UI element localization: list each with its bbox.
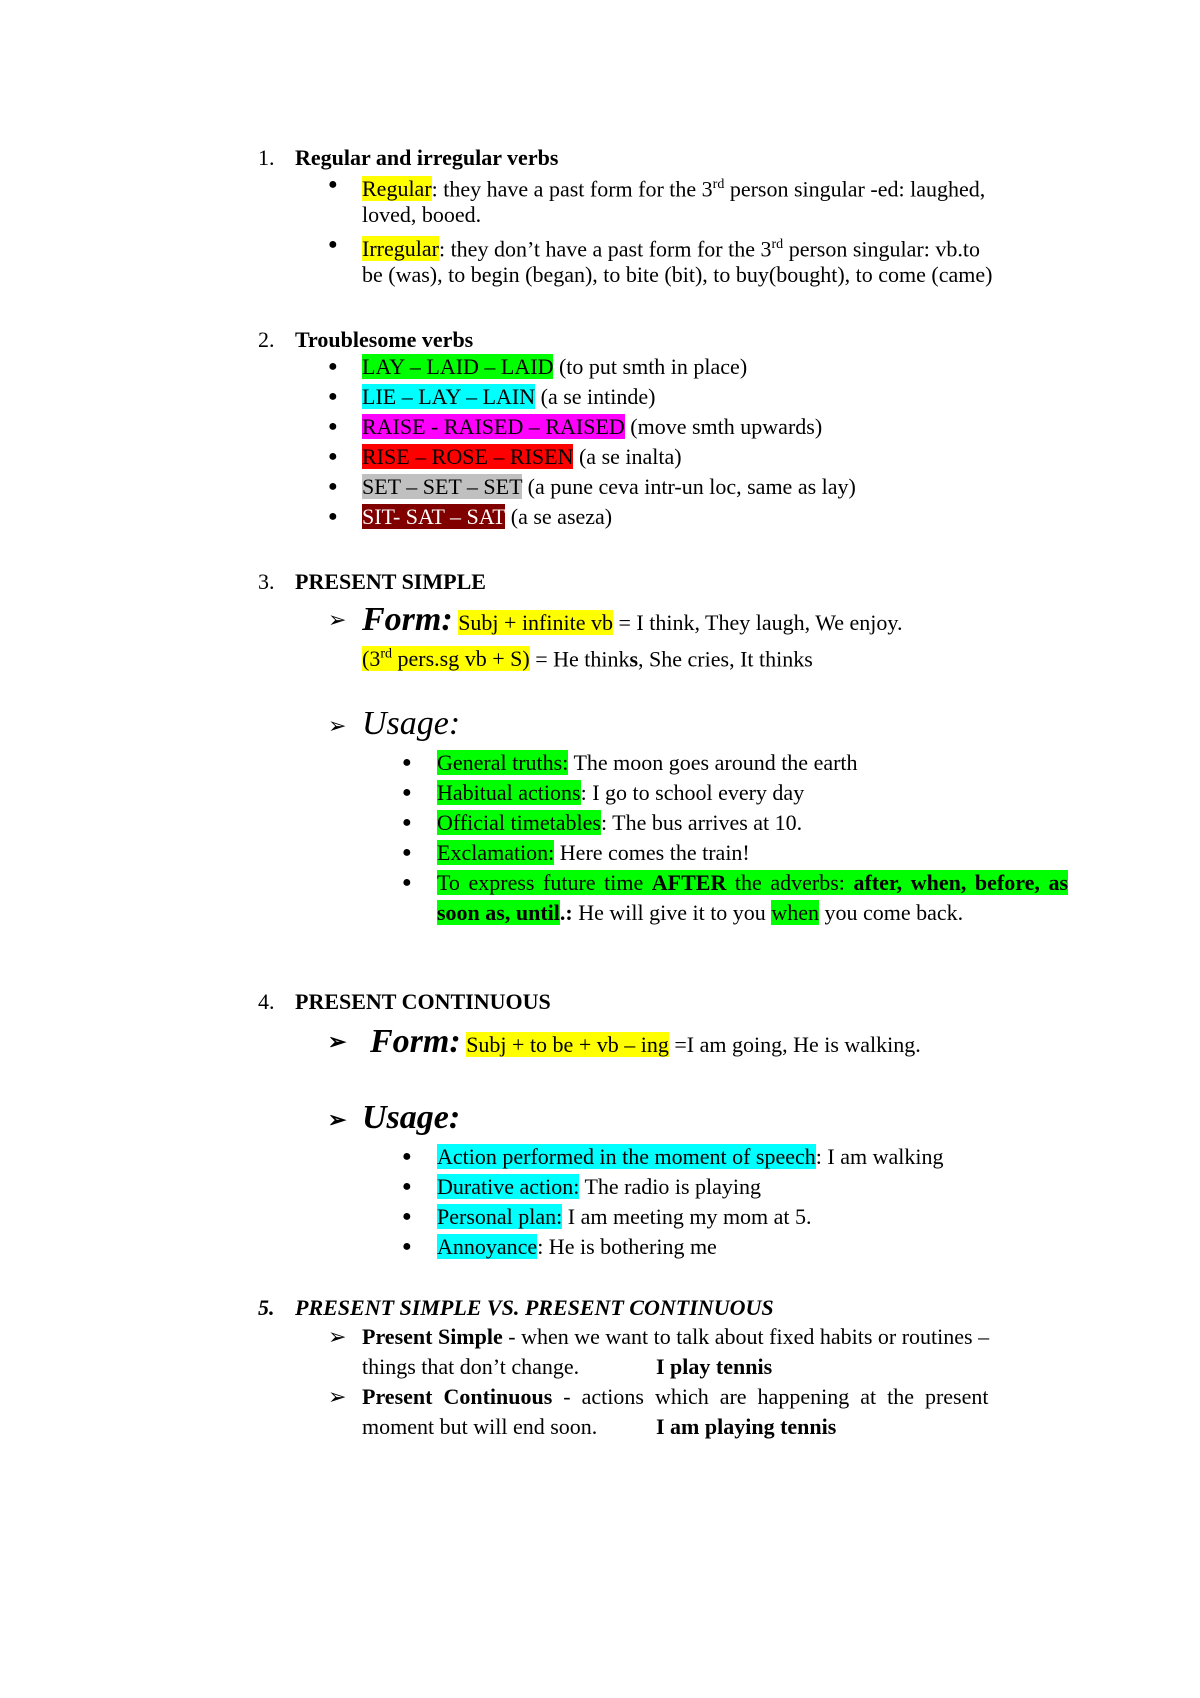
text: loved, booed. — [362, 202, 482, 227]
usage-label: Usage: — [362, 1099, 461, 1136]
example-text: I play tennis — [656, 1354, 773, 1379]
highlighted-term: LIE – LAY – LAIN — [362, 384, 536, 409]
highlighted-term: LAY – LAID – LAID — [362, 354, 554, 379]
text: moment but will end soon. — [362, 1414, 598, 1439]
bold-text: Present Simple — [362, 1324, 503, 1349]
bold-text: Present Continuous — [362, 1384, 553, 1409]
text: : The bus arrives at 10. — [600, 810, 803, 835]
section-title: Troublesome verbs — [295, 327, 474, 352]
bullet-icon: ● — [328, 418, 338, 435]
superscript: rd — [771, 237, 784, 252]
section-3-heading — [258, 568, 486, 596]
text: The radio is playing — [579, 1174, 762, 1199]
arrow-bullet-icon: ➢ — [328, 1384, 347, 1409]
text: I am meeting my mom at 5. — [562, 1204, 812, 1229]
section-number: 1. — [258, 145, 275, 170]
text: The moon goes around the earth — [568, 750, 858, 775]
highlighted-term: Regular — [362, 176, 432, 202]
section-number: 4. — [258, 989, 275, 1014]
bullet-icon: ● — [402, 1178, 412, 1195]
arrow-bullet-icon: ➢ — [328, 607, 347, 632]
bullet-icon: ● — [328, 508, 338, 525]
bullet-icon: ● — [402, 874, 412, 891]
text: Here comes the train! — [554, 840, 750, 865]
text: : they don’t have a past form for the 3 — [438, 236, 772, 262]
text: (to put smth in place) — [553, 354, 748, 379]
text: = I think, They laugh, We enjoy. — [612, 610, 903, 635]
bullet-icon: ● — [328, 236, 338, 253]
section-title: PRESENT SIMPLE — [295, 569, 486, 594]
bold-text: .: — [559, 900, 573, 925]
superscript: rd — [712, 177, 725, 192]
highlighted-term: SET – SET – SET — [362, 474, 523, 499]
section-2-heading — [258, 326, 473, 354]
text: pers.sg vb + S) — [392, 646, 530, 672]
bullet-icon: ● — [402, 784, 412, 801]
arrow-bullet-icon: ➢ — [328, 1029, 347, 1054]
section-title: Regular and irregular verbs — [295, 145, 559, 170]
bullet-icon: ● — [328, 478, 338, 495]
text: He will give it to you — [572, 900, 772, 925]
text: (a pune ceva intr-un loc, same as lay) — [522, 474, 856, 499]
text: things that don’t change. — [362, 1354, 580, 1379]
highlighted-term: Exclamation: — [437, 840, 555, 865]
bullet-icon: ● — [328, 388, 338, 405]
section-1-heading — [258, 144, 558, 172]
text: (a se intinde) — [535, 384, 656, 409]
highlighted-term: Subj + infinite vb — [458, 610, 613, 635]
highlighted-term: Irregular — [362, 236, 439, 262]
highlighted-term: Action performed in the moment of speech — [437, 1144, 816, 1169]
bullet-icon: ● — [402, 844, 412, 861]
highlighted-term: when — [771, 900, 819, 925]
arrow-bullet-icon: ➢ — [328, 1107, 347, 1132]
bullet-icon: ● — [328, 448, 338, 465]
highlighted-term: Durative action: — [437, 1174, 580, 1199]
bullet-icon: ● — [402, 814, 412, 831]
highlighted-term: Subj + to be + vb – ing — [466, 1032, 669, 1057]
highlighted-term: Official timetables — [437, 810, 601, 835]
bullet-icon: ● — [328, 176, 338, 193]
usage-label: Usage: — [362, 705, 461, 742]
section-5-heading — [258, 1294, 774, 1322]
text: be (was), to begin (began), to bite (bit), to buy(bought), to come (came) — [362, 262, 993, 287]
highlighted-term — [362, 646, 530, 671]
text: (3 — [362, 646, 381, 672]
text: person singular: vb.to — [783, 236, 980, 262]
section-number: 2. — [258, 327, 275, 352]
text: To express future time — [437, 870, 652, 895]
text: : I am walking — [815, 1144, 944, 1169]
bullet-icon: ● — [402, 1148, 412, 1165]
text: the adverbs: — [726, 870, 854, 895]
section-title: PRESENT SIMPLE VS. PRESENT CONTINUOUS — [295, 1295, 774, 1320]
highlighted-term: General truths: — [437, 750, 569, 775]
section-number: 3. — [258, 569, 275, 594]
form-label: Form: — [362, 601, 453, 638]
form-label: Form: — [370, 1023, 461, 1060]
section-title: PRESENT CONTINUOUS — [295, 989, 551, 1014]
text: =I am going, He is walking. — [668, 1032, 921, 1057]
bullet-icon: ● — [402, 1208, 412, 1225]
arrow-bullet-icon: ➢ — [328, 713, 347, 738]
text: (a se inalta) — [573, 444, 682, 469]
section-number: 5. — [258, 1295, 275, 1320]
text: (move smth upwards) — [624, 414, 823, 439]
text: : they have a past form for the 3 — [431, 176, 713, 202]
text: person singular -ed: laughed, — [724, 176, 986, 202]
highlighted-term: RAISE - RAISED – RAISED — [362, 414, 625, 439]
highlighted-term: SIT- SAT – SAT — [362, 504, 506, 529]
text: you come back. — [818, 900, 964, 925]
section-4-heading — [258, 988, 551, 1016]
text: , She cries, It thinks — [638, 646, 813, 672]
example-text: I am playing tennis — [656, 1414, 837, 1439]
text: : I go to school every day — [580, 780, 805, 805]
text: (a se aseza) — [505, 504, 613, 529]
text: - when we want to talk about fixed habits or routines – — [502, 1324, 990, 1349]
bold-text: after, when, before, as soon as, until — [437, 870, 1068, 925]
text: - actions which are happening at the present — [552, 1384, 989, 1409]
text: = He think — [529, 646, 630, 672]
bullet-icon: ● — [328, 358, 338, 375]
superscript: rd — [380, 647, 392, 662]
text: : He is bothering me — [537, 1234, 717, 1259]
bullet-icon: ● — [402, 1238, 412, 1255]
bullet-icon: ● — [402, 754, 412, 771]
highlighted-term: Habitual actions — [437, 780, 581, 805]
highlighted-term: Personal plan: — [437, 1204, 563, 1229]
arrow-bullet-icon: ➢ — [328, 1324, 347, 1349]
highlighted-term: RISE – ROSE – RISEN — [362, 444, 574, 469]
bold-text: s — [629, 646, 639, 672]
highlighted-term: Annoyance — [437, 1234, 538, 1259]
bold-text: AFTER — [651, 870, 727, 895]
